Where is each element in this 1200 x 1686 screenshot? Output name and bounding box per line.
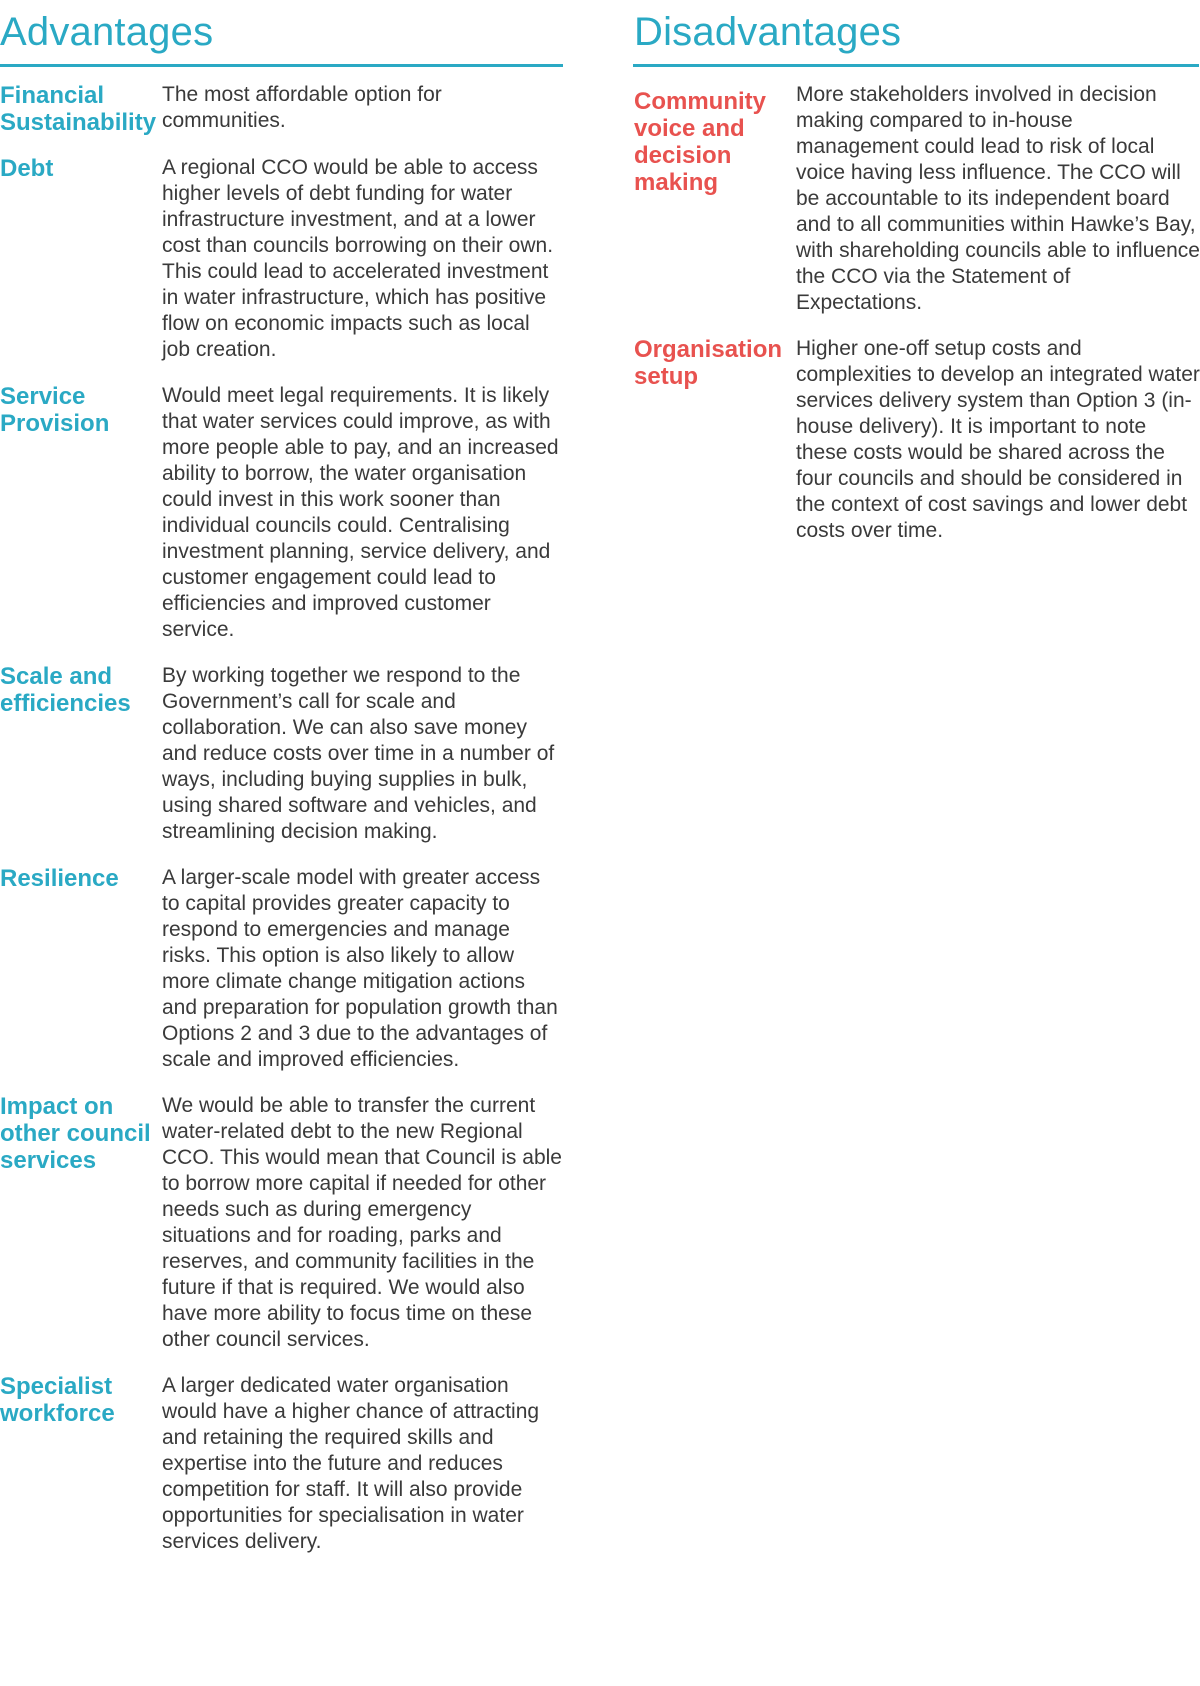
advantage-text: A regional CCO would be able to access higher levels of debt funding for water infrastructure investment, and at a lower cost than councils borrowing on their own. This could lead to accelerated investment in water infrastructure, which has positive flow on economic impacts such as local job creation. — [162, 156, 554, 361]
advantages-column — [0, 0, 563, 1555]
advantage-row-resilience — [0, 865, 563, 1073]
advantage-label: Service Provision — [0, 383, 110, 437]
advantage-label: Specialist workforce — [0, 1373, 115, 1427]
advantage-text: By working together we respond to the Government’s call for scale and collaboration. We can also save money and reduce costs over time in a number of ways, including buying supplies in bulk, using shared software and vehicles, and streamlining decision making. — [162, 664, 555, 843]
advantage-row-workforce — [0, 1373, 563, 1555]
disadvantage-row-community — [634, 82, 1200, 316]
advantage-label: Debt — [0, 155, 54, 182]
disadvantages-column — [634, 0, 1200, 544]
disadvantage-label: Organisation setup — [634, 336, 783, 390]
advantage-text: The most affordable option for communities. — [162, 83, 442, 132]
advantage-text: A larger dedicated water organisation would have a higher chance of attracting and retaining the required skills and expertise into the future and reduces competition for staff. It will also provide opportunities for specialisation in water services delivery. — [162, 1374, 540, 1553]
advantage-label: Impact on other council services — [0, 1093, 151, 1174]
advantage-row-impact — [0, 1093, 563, 1353]
advantage-text: A larger-scale model with greater access to capital provides greater capacity to respond to emergencies and manage risks. This option is also likely to allow more climate change mitigation actions and preparation for population growth than Options 2 and 3 due to the advantages of scale and improved efficiencies. — [162, 866, 558, 1071]
advantage-label: Financial Sustainability — [0, 82, 157, 136]
disadvantages-heading: Disadvantages — [634, 10, 902, 54]
disadvantages-divider — [633, 64, 1199, 67]
disadvantage-label: Community voice and decision making — [634, 88, 766, 196]
advantages-heading: Advantages — [0, 10, 214, 54]
advantage-row-scale — [0, 663, 563, 845]
advantage-text: Would meet legal requirements. It is likely that water services could improve, as with more people able to pay, and an increased ability to borrow, the water organisation could invest in this work sooner than individual councils could. Centralising investment planning, service delivery, and customer engagement could lead to efficiencies and improved customer service. — [162, 384, 559, 641]
disadvantage-text: Higher one-off setup costs and complexities to develop an integrated water services delivery system than Option 3 (in-house delivery). It is important to note these costs would be shared across the four councils and should be considered in the context of cost savings and lower debt costs over time. — [796, 337, 1200, 542]
advantage-label: Scale and efficiencies — [0, 663, 131, 717]
advantage-row-service — [0, 383, 563, 643]
disadvantage-text: More stakeholders involved in decision making compared to in-house management could lead to risk of local voice having less influence. The CCO will be accountable to its independent board and to all communities within Hawke’s Bay, with shareholding councils able to influence the CCO via the Statement of Expectations. — [796, 83, 1200, 314]
advantage-text: We would be able to transfer the current water-related debt to the new Regional CCO. This would mean that Council is able to borrow more capital if needed for other needs such as during emergency situations and for roading, parks and reserves, and community facilities in the future if that is required. We would also have more ability to focus time on these other council services. — [162, 1094, 562, 1351]
advantage-row-financial — [0, 82, 563, 136]
advantages-divider — [0, 64, 563, 67]
advantage-label: Resilience — [0, 865, 119, 892]
disadvantage-row-organisation — [634, 336, 1200, 544]
advantage-row-debt — [0, 155, 563, 363]
